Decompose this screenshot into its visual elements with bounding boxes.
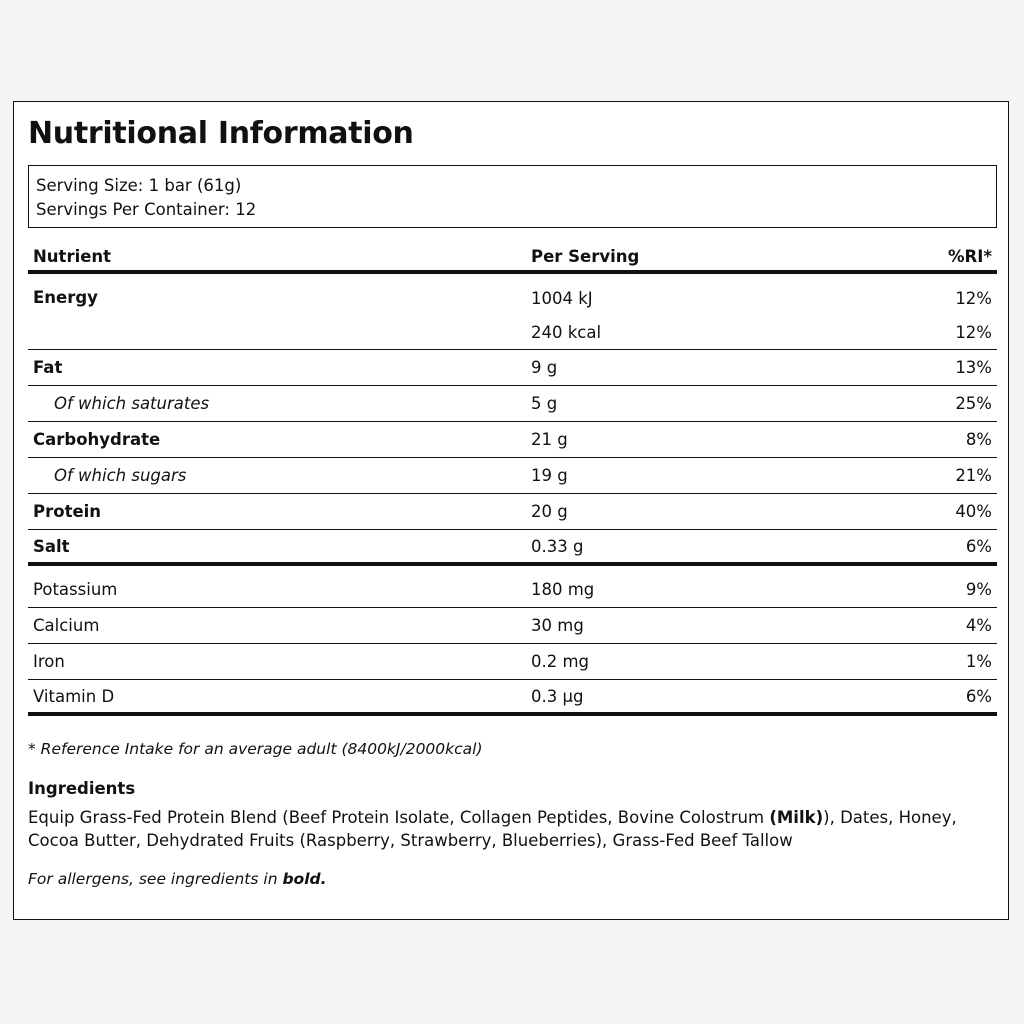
nutrient-amount: 5 g — [531, 394, 558, 413]
energy-kj-ri: 12% — [955, 289, 992, 309]
table-row-potassium — [28, 566, 997, 608]
nutrient-ri: 1% — [965, 652, 992, 671]
nutrient-label: Protein — [33, 502, 102, 521]
energy-kcal-ri: 12% — [955, 322, 992, 342]
ingredients-text — [28, 806, 988, 852]
ingredients-title: Ingredients — [28, 779, 136, 798]
nutrition-label — [13, 101, 1009, 920]
allergen-milk: (Milk) — [769, 808, 824, 827]
table-row-vitamin-d — [28, 680, 997, 716]
nutrient-ri: 9% — [965, 580, 992, 599]
table-row-fat — [28, 350, 997, 386]
table-header — [28, 242, 997, 274]
page-title: Nutritional Information — [28, 116, 414, 151]
nutrient-amount: 30 mg — [531, 616, 584, 635]
energy-kcal-amount: 240 kcal — [531, 322, 602, 342]
nutrient-label: Calcium — [33, 616, 100, 635]
table-row-sugars — [28, 458, 997, 494]
table-row-carbohydrate — [28, 422, 997, 458]
serving-size: Serving Size: 1 bar (61g) — [36, 176, 242, 195]
nutrient-amount: 9 g — [531, 358, 558, 377]
nutrient-ri: 4% — [965, 616, 992, 635]
nutrient-amount: 180 mg — [531, 580, 595, 599]
nutrient-ri: 6% — [965, 686, 992, 706]
table-row-saturates — [28, 386, 997, 422]
nutrient-amount: 19 g — [531, 466, 568, 485]
servings-per-container: Servings Per Container: 12 — [36, 200, 257, 219]
allergen-note — [28, 870, 327, 888]
nutrient-amount: 0.3 µg — [531, 686, 584, 706]
nutrient-amount: 0.2 mg — [531, 652, 590, 671]
nutrient-ri: 6% — [965, 536, 992, 556]
nutrient-ri: 21% — [955, 466, 992, 485]
nutrient-label: Carbohydrate — [33, 430, 161, 449]
nutrient-ri: 40% — [955, 502, 992, 521]
ingredients-text-part2: ), Dates, Honey, Cocoa Butter, Dehydrated Fruits (Raspberry, Strawberry, Blueberries), Grass-Fed Beef Tallow — [28, 808, 957, 850]
nutrition-table — [28, 242, 997, 716]
serving-info-box — [28, 165, 997, 228]
allergen-note-bold: bold. — [282, 870, 327, 888]
energy-kj-amount: 1004 kJ — [531, 289, 593, 309]
nutrient-label: Of which saturates — [54, 394, 210, 413]
table-row-calcium — [28, 608, 997, 644]
nutrient-ri: 25% — [955, 394, 992, 413]
table-row-salt — [28, 530, 997, 566]
ingredients-text-part1: Equip Grass-Fed Protein Blend (Beef Protein Isolate, Collagen Peptides, Bovine Colostrum — [28, 808, 770, 827]
nutrient-amount: 20 g — [531, 502, 568, 521]
nutrient-label: Salt — [33, 536, 70, 556]
table-row-iron — [28, 644, 997, 680]
nutrient-amount: 21 g — [531, 430, 568, 449]
allergen-note-text: For allergens, see ingredients in — [28, 870, 283, 888]
nutrient-ri: 13% — [955, 358, 992, 377]
reference-intake-footnote: * Reference Intake for an average adult (8400kJ/2000kcal) — [28, 740, 483, 758]
header-nutrient: Nutrient — [33, 246, 112, 266]
nutrient-amount: 0.33 g — [531, 536, 584, 556]
nutrient-label: Potassium — [33, 580, 118, 599]
nutrient-label: Fat — [33, 358, 63, 377]
header-per-serving: Per Serving — [531, 246, 640, 266]
nutrient-label: Vitamin D — [33, 686, 115, 706]
header-ri: %RI* — [947, 246, 992, 266]
nutrient-label: Of which sugars — [54, 466, 187, 485]
table-row-energy — [28, 274, 997, 350]
table-row-protein — [28, 494, 997, 530]
nutrient-label: Iron — [33, 652, 65, 671]
nutrient-ri: 8% — [965, 430, 992, 449]
nutrient-label: Energy — [33, 288, 98, 307]
